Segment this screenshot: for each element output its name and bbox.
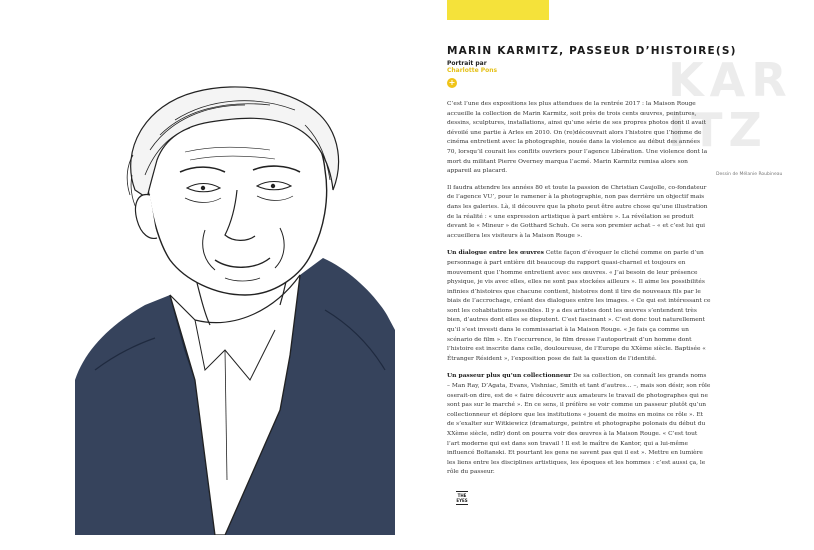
section-lead: Un dialogue entre les œuvres [447,249,544,257]
section-lead: Un passeur plus qu’un collectionneur [447,372,572,380]
plus-icon: + [448,78,456,87]
the-eyes-logo [451,490,473,506]
byline-author: Charlotte Pons [447,67,498,74]
byline-label: Portrait par [447,60,487,67]
paragraph [447,371,711,478]
article-body [447,100,711,485]
paragraph: Il faudra attendre les années 80 et toute la passion de Christian Caujolle, co-fondateur de l’agence VU’, pour le ramener à la photographie, non pas derrière un objectif mais dans les galeries. Là, il découvre que la photo peut être autre chose qu’une illustration de la réalité : « une expression artistique à part entière ». La révélation se produit devant le « Mineur » de Gotthard Schuh. Ce sera son premier achat – « et c’est lui qui accueillera les visiteurs à la Maison Rouge ». [447,184,708,239]
ghost-line-2: ITZ [668,103,768,157]
paragraph: C’est l’une des expositions les plus attendues de la rentrée 2017 : la Maison Rouge accueille la collection de Marin Karmitz, soit près de trois cents œuvres, peintures, dessins, sculptures, installations, ainsi qu’une série de ses propres photos dont il avait dévoilé une partie à Arles en 2010. On (re)découvrait alors l’histoire que l’homme de cinéma entretient avec la photographie, nouée dans la violence au début des années 70, lorsqu’il courait les conflits ouvriers pour l’agence Libération. Une violence dont la mort du militant Pierre Overney marqua l’acmé. Marin Karmitz remisa alors son appareil au placard. [447,101,708,175]
article-title: MARIN KARMITZ, PASSEUR D’HISTOIRE(S) [447,45,737,57]
ghost-line-1: KAR [668,53,793,107]
paragraph-text: De sa collection, on connaît les grands noms – Man Ray, D’Agata, Evans, Vishniac, Smith et tant d’autres… –, mais son désir, son rôle oserait-on dire, est de « faire découvrir aux amateurs le travail de photographes qui ne sont pas sur le marché ». En ce sens, il préfère se voir comme un passeur plutôt qu’un collectionneur et déplore que les institutions « jouent de moins en moins ce rôle ». Et de s’exalter sur Witkiewicz (dramaturge, peintre et photographe polonais du début du XXème siècle, ndlr) dont on pourra voir des œuvres à la Maison Rouge. « C’est tout l’art moderne qui est dans son travail ! Il est le maître de Kantor, qui a lui-même influencé Boltanski. Et pourtant les gens ne savent pas qui il est ». Mettre en lumière les liens entre les disciplines artistiques, les époques et les hommes : c’est aussi ça, le rôle du passeur. [447,373,711,476]
logo-line-1: THE [457,493,467,498]
paragraph-text: Cette façon d’évoquer le cliché comme on parle d’un personnage à part entière dit beaucoup du rapport quasi-charnel et toujours en mouvement que l’homme entretient avec ses œuvres. « J’ai besoin de leur présence physique, je vis avec elles, elles ne sont pas stockées ailleurs ». Il aime les possibilités infinies d’histoires que chacune contient, histoires dont il tire de nouveaux fils par le biais de l’accrochage, créant des dialogues entre les images. « Ce qui est intéressant ce sont les cohabitations possibles. Il y a des artistes dont les œuvres s’entendent très bien, d’autres dont elles se disputent. C’est fascinant ». C’est donc tout naturellement qu’il s’est investi dans le commissariat à la Maison Rouge. « Je fais ça comme un scénario de film ». En l’occurrence, le film dresse l’autoportrait d’un homme dont l’histoire est inscrite dans celle, douloureuse, de l’Europe du XXème siècle. Baptisée « Étranger Résident », l’exposition pose de fait la question de l’identité. [447,250,711,362]
illustration-credit: Dessin de Mélanie Roubineau [716,172,783,177]
portrait-illustration [75,80,395,535]
section-tab [447,0,549,20]
paragraph [447,248,711,364]
logo-line-2: EYES [456,498,468,503]
